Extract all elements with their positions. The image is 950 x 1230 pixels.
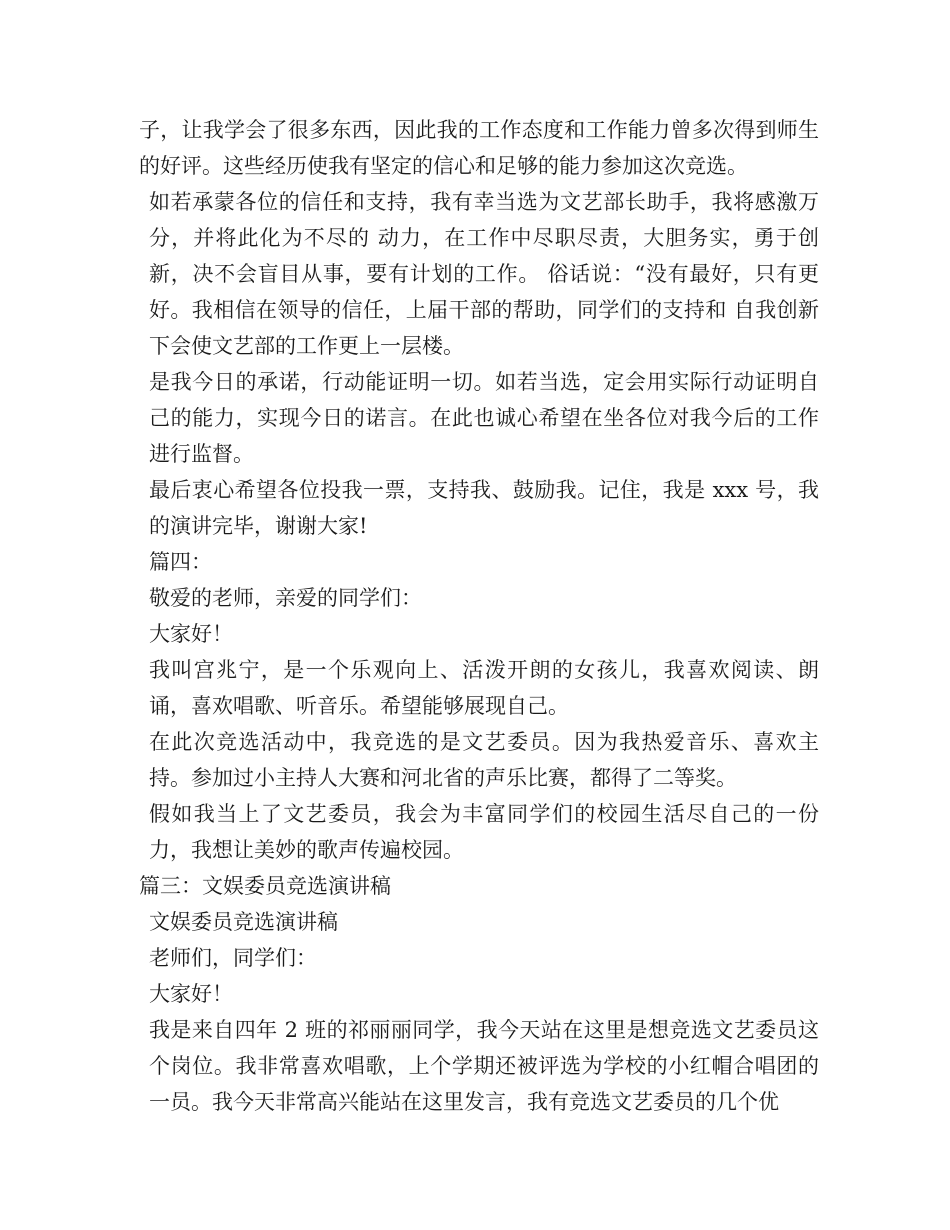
greeting-2: 大家好！: [149, 982, 233, 1006]
paragraph-self-intro: 我是来自四年 2 班的祁丽丽同学，我今天站在这里是想竞选文艺委员这个岗位。我非常喜欢唱歌，上个学期还被评选为学校的小红帽合唱团的一员。我今天非常高兴能站在这里发言，我有竞选文艺委员的几个优: [149, 1018, 819, 1114]
paragraph-introduction: 我叫宫兆宁，是一个乐观向上、活泼开朗的女孩儿，我喜欢阅读、朗诵，喜欢唱歌、听音乐。希望能够展现自己。: [149, 658, 819, 718]
paragraph-continuation: 子，让我学会了很多东西，因此我的工作态度和工作能力曾多次得到师生的好评。这些经历使我有坚定的信心和足够的能力参加这次竞选。: [139, 118, 819, 178]
salutation-2: 老师们，同学们：: [149, 946, 317, 970]
document-body: [139, 112, 819, 1120]
paragraph-closing: 最后衷心希望各位投我一票，支持我、鼓励我。记住，我是 xxx 号，我的演讲完毕，谢谢大家!: [149, 478, 819, 538]
speech-title: 文娱委员竞选演讲稿: [149, 910, 338, 934]
greeting: 大家好！: [149, 622, 233, 646]
section-heading-part4: 篇四：: [149, 550, 212, 574]
section-heading-part3: 篇三：文娱委员竞选演讲稿: [139, 874, 391, 898]
paragraph-pledge: 假如我当上了文艺委员，我会为丰富同学们的校园生活尽自己的一份力，我想让美妙的歌声传遍校园。: [149, 802, 819, 862]
salutation: 敬爱的老师，亲爱的同学们：: [149, 586, 422, 610]
paragraph-promise: 如若承蒙各位的信任和支持，我有幸当选为文艺部长助手，我将感激万分，并将此化为不尽的 动力，在工作中尽职尽责，大胆务实，勇于创新，决不会盲目从事，要有计划的工作。 俗话说：“没有最好，只有更好。我相信在领导的信任，上届干部的帮助，同学们的支持和 自我创新下会使文艺部的工作更上一层楼。: [149, 190, 819, 358]
paragraph-candidacy: 在此次竞选活动中，我竞选的是文艺委员。因为我热爱音乐、喜欢主持。参加过小主持人大赛和河北省的声乐比赛，都得了二等奖。: [149, 730, 819, 790]
paragraph-commitment: 是我今日的承诺，行动能证明一切。如若当选，定会用实际行动证明自己的能力，实现今日的诺言。在此也诚心希望在坐各位对我今后的工作进行监督。: [149, 370, 819, 466]
